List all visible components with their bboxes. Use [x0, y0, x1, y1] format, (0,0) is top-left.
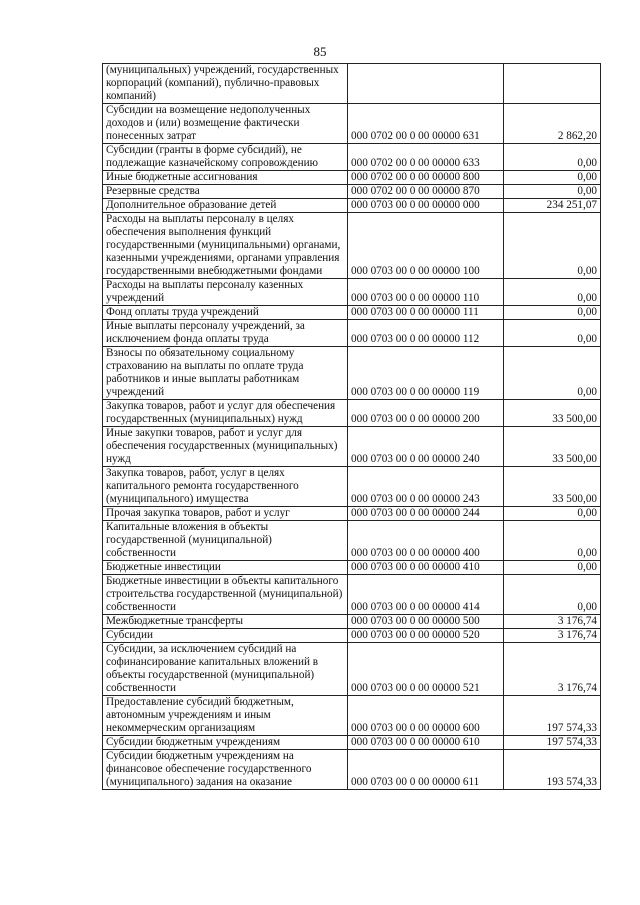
- table-row: [103, 306, 601, 320]
- row-code-cell: 000 0703 00 0 00 00000 611: [348, 750, 504, 790]
- row-code-cell: 000 0702 00 0 00 00000 800: [348, 171, 504, 185]
- row-name-cell: Капитальные вложения в объекты государственной (муниципальной) собственности: [103, 521, 348, 561]
- table-row: [103, 643, 601, 696]
- table-row: [103, 64, 601, 104]
- row-amount-cell: 33 500,00: [504, 400, 601, 427]
- row-amount-cell: 0,00: [504, 213, 601, 279]
- row-name-cell: Резервные средства: [103, 185, 348, 199]
- table-row: [103, 427, 601, 467]
- table-row: [103, 615, 601, 629]
- row-amount-cell: 0,00: [504, 521, 601, 561]
- table-row: [103, 320, 601, 347]
- table-row: [103, 575, 601, 615]
- row-name-cell: Бюджетные инвестиции в объекты капитального строительства государственной (муниципальной) собственности: [103, 575, 348, 615]
- row-amount-cell: 234 251,07: [504, 199, 601, 213]
- table-row: [103, 171, 601, 185]
- row-amount-cell: 0,00: [504, 320, 601, 347]
- row-code-cell: 000 0703 00 0 00 00000 400: [348, 521, 504, 561]
- row-amount-cell: 197 574,33: [504, 696, 601, 736]
- row-amount-cell: 0,00: [504, 306, 601, 320]
- row-amount-cell: 33 500,00: [504, 427, 601, 467]
- row-name-cell: Субсидии бюджетным учреждениям: [103, 736, 348, 750]
- row-code-cell: 000 0703 00 0 00 00000 521: [348, 643, 504, 696]
- row-name-cell: Субсидии, за исключением субсидий на софинансирование капитальных вложений в объекты государственной (муниципальной) собственности: [103, 643, 348, 696]
- row-name-cell: Взносы по обязательному социальному страхованию на выплаты по оплате труда работников и иные выплаты работникам учреждений: [103, 347, 348, 400]
- row-name-cell: Иные закупки товаров, работ и услуг для обеспечения государственных (муниципальных) нужд: [103, 427, 348, 467]
- row-name-cell: Иные выплаты персоналу учреждений, за исключением фонда оплаты труда: [103, 320, 348, 347]
- row-code-cell: 000 0703 00 0 00 00000 500: [348, 615, 504, 629]
- row-amount-cell: 3 176,74: [504, 615, 601, 629]
- table-row: [103, 561, 601, 575]
- table-body: [103, 64, 601, 790]
- row-code-cell: 000 0702 00 0 00 00000 631: [348, 104, 504, 144]
- row-code-cell: 000 0703 00 0 00 00000 520: [348, 629, 504, 643]
- row-amount-cell: 197 574,33: [504, 736, 601, 750]
- row-name-cell: Иные бюджетные ассигнования: [103, 171, 348, 185]
- table-row: [103, 104, 601, 144]
- row-amount-cell: 193 574,33: [504, 750, 601, 790]
- table-row: [103, 347, 601, 400]
- row-code-cell: 000 0703 00 0 00 00000 100: [348, 213, 504, 279]
- row-amount-cell: 0,00: [504, 185, 601, 199]
- row-amount-cell: 0,00: [504, 347, 601, 400]
- table-row: [103, 144, 601, 171]
- row-code-cell: 000 0703 00 0 00 00000 112: [348, 320, 504, 347]
- table-row: [103, 750, 601, 790]
- table-row: [103, 467, 601, 507]
- row-amount-cell: 0,00: [504, 561, 601, 575]
- row-code-cell: 000 0702 00 0 00 00000 870: [348, 185, 504, 199]
- row-code-cell: 000 0703 00 0 00 00000 200: [348, 400, 504, 427]
- row-amount-cell: 0,00: [504, 144, 601, 171]
- row-name-cell: Предоставление субсидий бюджетным, автономным учреждениям и иным некоммерческим организациям: [103, 696, 348, 736]
- row-amount-cell: 3 176,74: [504, 643, 601, 696]
- row-amount-cell: 0,00: [504, 279, 601, 306]
- table-row: [103, 213, 601, 279]
- row-name-cell: Субсидии: [103, 629, 348, 643]
- table-row: [103, 400, 601, 427]
- row-amount-cell: 2 862,20: [504, 104, 601, 144]
- row-code-cell: 000 0703 00 0 00 00000 243: [348, 467, 504, 507]
- row-code-cell: 000 0703 00 0 00 00000 110: [348, 279, 504, 306]
- row-amount-cell: 33 500,00: [504, 467, 601, 507]
- table-row: [103, 199, 601, 213]
- table-row: [103, 279, 601, 306]
- row-name-cell: (муниципальных) учреждений, государственных корпораций (компаний), публично-правовых компаний): [103, 64, 348, 104]
- row-name-cell: Закупка товаров, работ и услуг для обеспечения государственных (муниципальных) нужд: [103, 400, 348, 427]
- row-code-cell: 000 0703 00 0 00 00000 414: [348, 575, 504, 615]
- row-amount-cell: 0,00: [504, 575, 601, 615]
- row-code-cell: 000 0703 00 0 00 00000 240: [348, 427, 504, 467]
- page-number: 85: [313, 44, 327, 59]
- table-row: [103, 185, 601, 199]
- table-row: [103, 736, 601, 750]
- table-row: [103, 507, 601, 521]
- row-amount-cell: 0,00: [504, 171, 601, 185]
- row-amount-cell: [504, 64, 601, 104]
- row-code-cell: [348, 64, 504, 104]
- row-name-cell: Межбюджетные трансферты: [103, 615, 348, 629]
- row-name-cell: Дополнительное образование детей: [103, 199, 348, 213]
- row-code-cell: 000 0702 00 0 00 00000 633: [348, 144, 504, 171]
- row-name-cell: Субсидии на возмещение недополученных доходов и (или) возмещение фактически понесенных затрат: [103, 104, 348, 144]
- row-amount-cell: 3 176,74: [504, 629, 601, 643]
- row-code-cell: 000 0703 00 0 00 00000 244: [348, 507, 504, 521]
- table-row: [103, 696, 601, 736]
- row-name-cell: Закупка товаров, работ, услуг в целях капитального ремонта государственного (муниципального) имущества: [103, 467, 348, 507]
- budget-table: [102, 63, 601, 790]
- row-name-cell: Субсидии (гранты в форме субсидий), не подлежащие казначейскому сопровождению: [103, 144, 348, 171]
- row-name-cell: Бюджетные инвестиции: [103, 561, 348, 575]
- row-name-cell: Расходы на выплаты персоналу казенных учреждений: [103, 279, 348, 306]
- table-row: [103, 629, 601, 643]
- row-name-cell: Прочая закупка товаров, работ и услуг: [103, 507, 348, 521]
- row-code-cell: 000 0703 00 0 00 00000 111: [348, 306, 504, 320]
- row-name-cell: Субсидии бюджетным учреждениям на финансовое обеспечение государственного (муниципального) задания на оказание: [103, 750, 348, 790]
- row-code-cell: 000 0703 00 0 00 00000 600: [348, 696, 504, 736]
- row-amount-cell: 0,00: [504, 507, 601, 521]
- table-row: [103, 521, 601, 561]
- row-code-cell: 000 0703 00 0 00 00000 119: [348, 347, 504, 400]
- row-code-cell: 000 0703 00 0 00 00000 610: [348, 736, 504, 750]
- row-name-cell: Фонд оплаты труда учреждений: [103, 306, 348, 320]
- row-name-cell: Расходы на выплаты персоналу в целях обеспечения выполнения функций государственными (муниципальными) органами, казенными учреждениями, органами управления государственными внебюджетными фондами: [103, 213, 348, 279]
- row-code-cell: 000 0703 00 0 00 00000 000: [348, 199, 504, 213]
- row-code-cell: 000 0703 00 0 00 00000 410: [348, 561, 504, 575]
